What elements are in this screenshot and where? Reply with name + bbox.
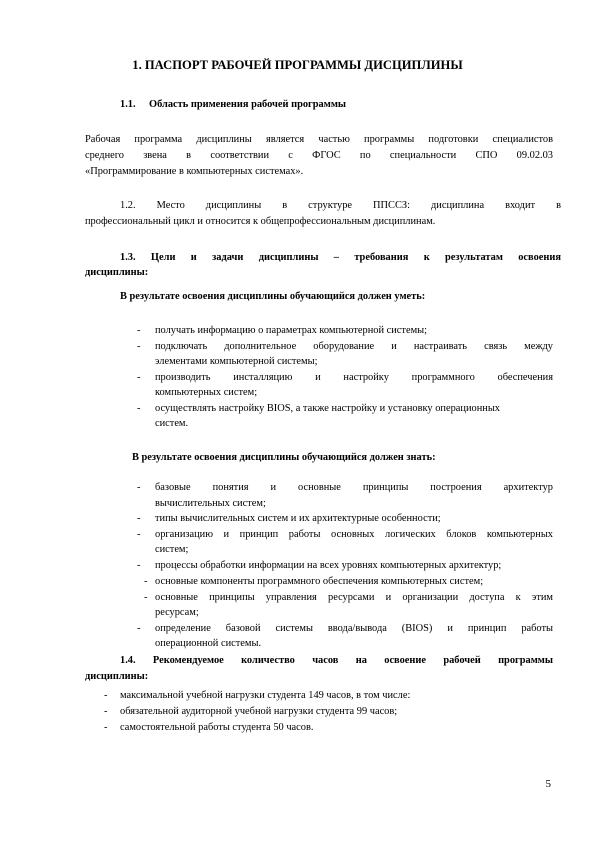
list-dash: - bbox=[137, 560, 141, 571]
section-1-4-heading-line: дисциплины: bbox=[85, 671, 149, 682]
znat-line: систем; bbox=[155, 544, 189, 555]
umet-line: подключать дополнительное оборудование и настраивать связь между bbox=[155, 341, 553, 352]
list-dash: - bbox=[137, 403, 141, 414]
znat-line: операционной системы. bbox=[155, 638, 262, 649]
umet-heading: В результате освоения дисциплины обучающийся должен уметь: bbox=[120, 291, 426, 302]
umet-line: компьютерных систем; bbox=[155, 387, 258, 398]
section-1-3-heading-line: дисциплины: bbox=[85, 267, 149, 278]
section-1-3-heading-line: 1.3. Цели и задачи дисциплины – требования к результатам освоения bbox=[120, 252, 561, 263]
list-dash: - bbox=[137, 482, 141, 493]
hours-line: обязательной аудиторной учебной нагрузки студента 99 часов; bbox=[120, 706, 398, 717]
section-1-4-heading-line: 1.4. Рекомендуемое количество часов на освоение рабочей программы bbox=[120, 655, 553, 666]
list-dash: - bbox=[104, 706, 108, 717]
list-dash: - bbox=[104, 690, 108, 701]
znat-heading: В результате освоения дисциплины обучающийся должен знать: bbox=[132, 452, 436, 463]
list-dash: - bbox=[104, 722, 108, 733]
znat-line: типы вычислительных систем и их архитектурные особенности; bbox=[155, 513, 441, 524]
umet-line: осуществлять настройку BIOS, а также настройку и установку операционных bbox=[155, 403, 501, 414]
list-dash: - bbox=[144, 592, 148, 603]
list-dash: - bbox=[137, 341, 141, 352]
znat-line: определение базовой системы ввода/вывода (BIOS) и принцип работы bbox=[155, 623, 553, 634]
list-dash: - bbox=[144, 576, 148, 587]
hours-line: максимальной учебной нагрузки студента 149 часов, в том числе: bbox=[120, 690, 411, 701]
section-1-1-number: 1.1. bbox=[120, 99, 136, 110]
umet-line: получать информацию о параметрах компьютерной системы; bbox=[155, 325, 428, 336]
hours-line: самостоятельной работы студента 50 часов. bbox=[120, 722, 314, 733]
list-dash: - bbox=[137, 325, 141, 336]
znat-line: основные принципы управления ресурсами и организации доступа к этим bbox=[155, 592, 553, 603]
section-1-2-line: 1.2. Место дисциплины в структуре ППССЗ: дисциплина входит в bbox=[120, 200, 561, 211]
znat-line: процессы обработки информации на всех уровнях компьютерных архитектур; bbox=[155, 560, 502, 571]
znat-line: основные компоненты программного обеспечения компьютерных систем; bbox=[155, 576, 484, 587]
list-dash: - bbox=[137, 529, 141, 540]
page-number: 5 bbox=[545, 778, 551, 790]
page-title: 1. ПАСПОРТ РАБОЧЕЙ ПРОГРАММЫ ДИСЦИПЛИНЫ bbox=[132, 58, 463, 72]
list-dash: - bbox=[137, 372, 141, 383]
list-dash: - bbox=[137, 623, 141, 634]
znat-line: вычислительных систем; bbox=[155, 498, 266, 509]
znat-line: базовые понятия и основные принципы построения архитектур bbox=[155, 482, 553, 493]
znat-line: организацию и принцип работы основных логических блоков компьютерных bbox=[155, 529, 553, 540]
znat-line: ресурсам; bbox=[155, 607, 199, 618]
umet-line: элементами компьютерной системы; bbox=[155, 356, 318, 367]
paragraph-1-1-line: «Программирование в компьютерных системах». bbox=[85, 166, 304, 177]
section-1-2-line: профессиональный цикл и относится к общепрофессиональным дисциплинам. bbox=[85, 216, 436, 227]
umet-line: систем. bbox=[155, 418, 189, 429]
umet-line: производить инсталляцию и настройку программного обеспечения bbox=[155, 372, 553, 383]
paragraph-1-1-line: Рабочая программа дисциплины является частью программы подготовки специалистов bbox=[85, 134, 553, 145]
paragraph-1-1-line: среднего звена в соответствии с ФГОС по специальности СПО 09.02.03 bbox=[85, 150, 553, 161]
section-1-1-heading: Область применения рабочей программы bbox=[149, 99, 347, 110]
list-dash: - bbox=[137, 513, 141, 524]
